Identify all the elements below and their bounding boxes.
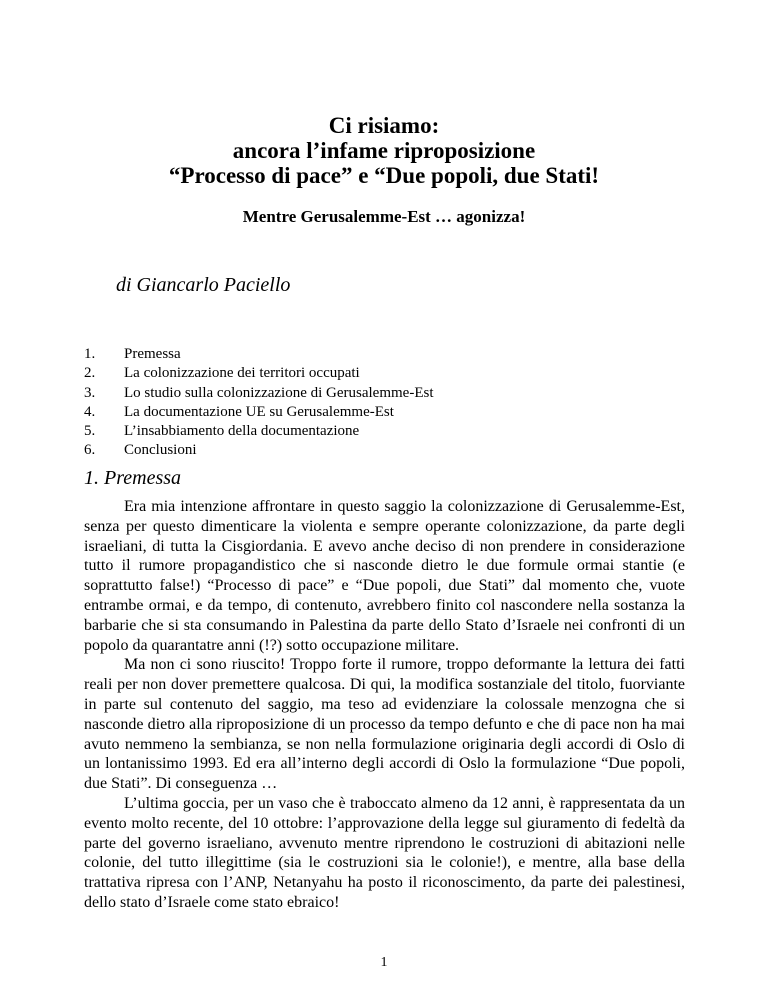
title-line-2: ancora l’infame riproposizione (232, 138, 536, 163)
title-line-3: “Processo di pace” e “Due popoli, due Stati! (168, 163, 600, 188)
toc-item-label: La documentazione UE su Gerusalemme-Est (124, 403, 394, 420)
toc-item (84, 384, 434, 403)
author-byline: di Giancarlo Paciello (116, 274, 291, 296)
toc-item (84, 364, 434, 383)
toc-item-label: L’insabbiamento della documentazione (124, 423, 360, 440)
toc-item-number: 2. (84, 365, 96, 382)
toc-item-number: 1. (84, 346, 96, 362)
toc-item-number: 4. (84, 403, 96, 420)
toc-item-label: La colonizzazione dei territori occupati (124, 365, 360, 382)
toc-item (84, 441, 434, 460)
toc-item-label: Conclusioni (124, 442, 197, 459)
table-of-contents (84, 345, 434, 461)
paragraph: L’ultima goccia, per un vaso che è traboccato almeno da 12 anni, è rappresentata da un evento molto recente, del 10 ottobre: l’approvazione della legge sul giuramento di fedeltà da parte del governo israeliano, avvenuto mentre riprendono le costruzioni di abitazioni nelle colonie, del tutto illegittime (sia le costruzioni sia le colonie!), e mentre, alla base della trattativa ripresa con l’ANP, Netanyahu ha posto il riconoscimento, da parte dei palestinesi, dello stato d’Israele come stato ebraico! (84, 794, 685, 911)
document-subtitle: Mentre Gerusalemme-Est … agonizza! (242, 207, 526, 226)
toc-item-number: 6. (84, 442, 96, 459)
toc-item-label: Premessa (124, 346, 181, 362)
toc-item (84, 403, 434, 422)
toc-item-number: 5. (84, 423, 96, 440)
document-title (0, 113, 768, 188)
toc-item (84, 422, 434, 441)
paragraph: Ma non ci sono riuscito! Troppo forte il rumore, troppo deformante la lettura dei fatti reali per non dover premettere qualcosa. Di qui, la modifica sostanziale del titolo, fuorviante in parte sul contenuto del saggio, ma teso ad evidenziare la colossale menzogna che si nasconde dietro alla riproposizione di un processo da tempo defunto e che di pace non ha mai avuto nemmeno la sembianza, se non nella formulazione originaria degli accordi di Oslo di un lontanissimo 1993. Ed era all’interno degli accordi di Oslo la formulazione “Due popoli, due Stati”. Di conseguenza … (84, 656, 685, 793)
body-text (84, 497, 685, 913)
section-heading: 1. Premessa (84, 467, 182, 489)
title-line-1: Ci risiamo: (328, 113, 440, 138)
toc-item-label: Lo studio sulla colonizzazione di Gerusalemme-Est (124, 384, 434, 401)
paragraph: Era mia intenzione affrontare in questo saggio la colonizzazione di Gerusalemme-Est, senza per questo dimenticare la violenta e sempre operante colonizzazione, da parte degli israeliani, di tutta la Cisgiordania. E avevo anche deciso di non prendere in considerazione tutto il rumore propagandistico che si nasconde dietro le due formule ormai stantie (e soprattutto false!) “Processo di pace” e “Due popoli, due Stati” dal momento che, vuote entrambe ormai, e da tempo, di contenuto, avrebbero finito col nascondere nella sostanza la barbarie che si sta consumando in Palestina da parte dello Stato d’Israele nei confronti di un popolo da quarantatre anni (!?) sotto occupazione militare. (84, 498, 685, 654)
toc-item (84, 345, 434, 364)
toc-item-number: 3. (84, 384, 96, 401)
page-number: 1 (380, 955, 388, 970)
